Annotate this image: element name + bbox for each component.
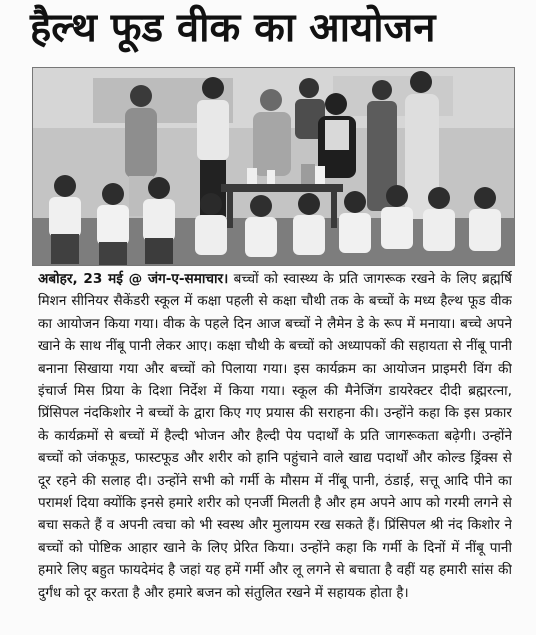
- article-headline: हैल्थ फूड वीक का आयोजन: [30, 5, 436, 51]
- article-photo: [32, 67, 515, 266]
- article-body-text: बच्चों को स्वास्थ्य के प्रति जागरूक रखने के लिए ब्रह्मर्षि मिशन सीनियर सैकेंडरी स्कूल में कक्षा पहली से कक्षा चौथी तक के बच्चों के मध्य हैल्थ फूड वीक का आयोजन किया गया। वीक के पहले दिन आज बच्चों ने लैमेन डे के रूप में मनाया। बच्चे अपने खाने के साथ नींबू पानी लेकर आए। कक्षा चौथी के बच्चों को अध्यापकों की सहायता से नींबू पानी बनाना सिखाया गया और बच्चों को पिलाया गया। इस कार्यक्रम का आयोजन प्राइमरी विंग की इंचार्ज मिस प्रिया के दिशा निर्देश में किया गया। स्कूल की मैनेजिंग डायरेक्टर दीदी ब्रह्मरत्ना, प्रिंसिपल नंदकिशोर ने बच्चों के द्वारा किए गए प्रयास की सराहना की। उन्होंने कहा कि इस प्रकार के कार्यक्रमों से बच्चों में हैल्दी भोजन और हैल्दी पेय पदार्थों के प्रति जागरूकता बढ़ेगी। उन्होंने बच्चों को जंकफूड, फास्टफूड और शरीर को हानि पहुंचाने वाले खाद्य पदार्थों और कोल्ड ड्रिंक्स से दूर रहने की सलाह दी। उन्होंने सभी को गर्मी के मौसम में नींबू पानी, ठंडाई, सत्तू आदि पीने का परामर्श दिया क्योंकि इनसे हमारे शरीर को एनर्जी मिलती है और हम अपने आप को गरमी लगने से बचा सकते हैं व अपनी त्वचा को भी स्वस्थ और मुलायम रख सकते हैं। प्रिंसिपल श्री नंद किशोर ने बच्चों को पोष्टिक आहार खाने के लिए प्रेरित किया। उन्होंने कहा कि गर्मी के दिनों में नींबू पानी हमारे लिए बहुत फायदेमंद है जहां यह हमें गर्मी और लू लगने से बचाता है वहीं यह हमारी सांस की दुर्गंध को दूर करता है और हमारे बजन को संतुलित रखने में सहायक होता है।: [38, 271, 512, 601]
- article-body: [38, 268, 512, 628]
- article-dateline: अबोहर, 23 मई @ जंग-ए-समाचार।: [38, 271, 229, 287]
